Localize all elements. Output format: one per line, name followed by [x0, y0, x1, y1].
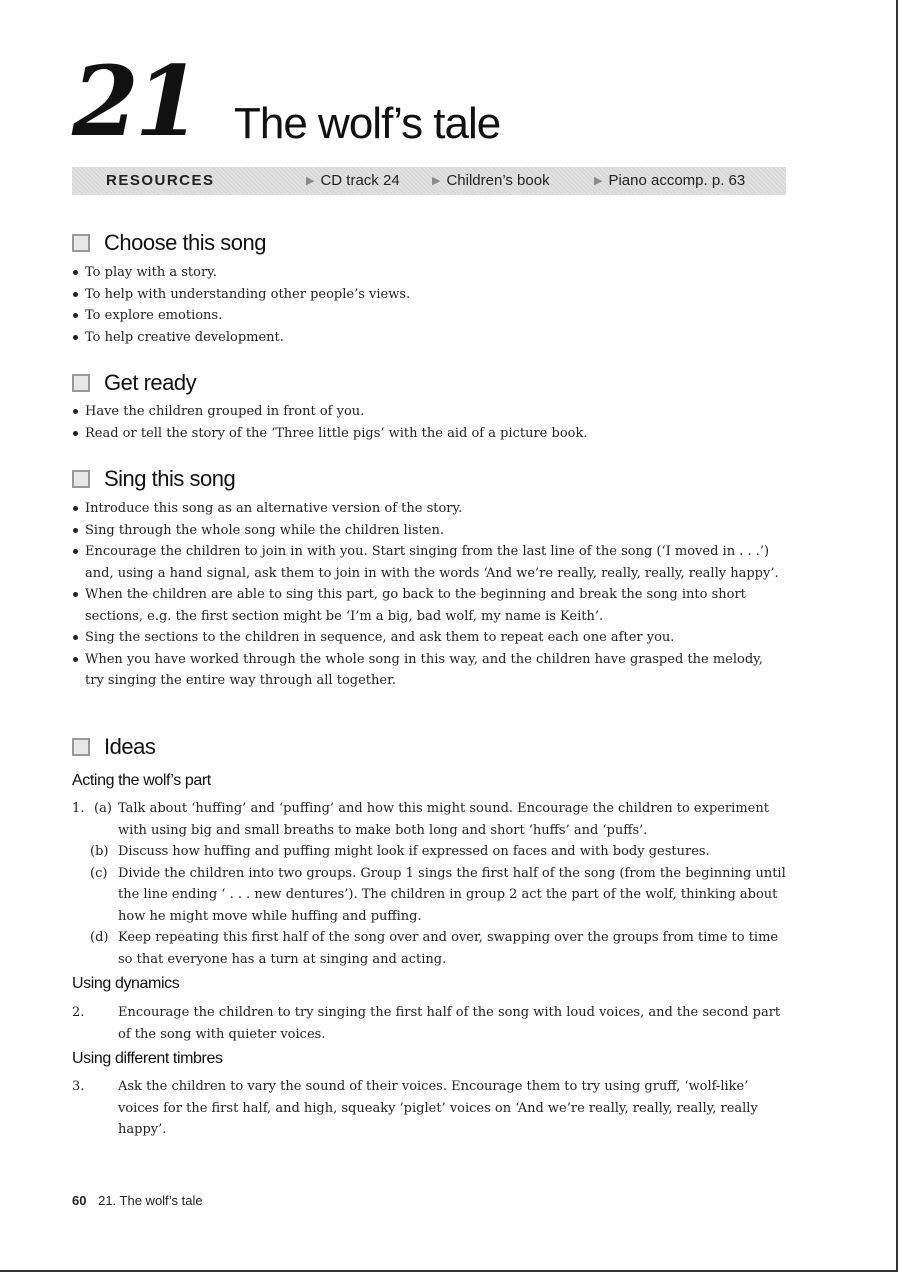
list-item: Sing the sections to the children in sequence, and ask them to repeat each one after you. — [72, 627, 784, 649]
chapter-header — [72, 45, 792, 158]
checkbox-square-icon — [72, 374, 90, 392]
page-footer — [72, 1192, 203, 1210]
list-item — [72, 1076, 788, 1141]
item-text: Ask the children to vary the sound of their voices. Encourage them to try using gruff, ‘wolf-like’ voices for the first half, and high, squeaky ‘piglet’ voices on ‘And we’re really, really, really, really happy’. — [118, 1079, 758, 1137]
triangle-right-icon: ▶ — [594, 175, 603, 187]
list-item: Read or tell the story of the ‘Three little pigs’ with the aid of a picture book. — [72, 423, 788, 445]
item-sub-label: (a) — [94, 801, 112, 816]
item-text: Talk about ‘huffing’ and ‘puffing’ and how this might sound. Encourage the children to experiment with using big and small breaths to make both long and short ‘huffs’ and ‘puffs’. — [118, 801, 769, 838]
resource-childrens-book: ▶ Children’s book — [432, 172, 550, 189]
item-sub-label: (d) — [90, 930, 109, 945]
triangle-right-icon: ▶ — [432, 175, 441, 187]
dynamics-numbered-list — [72, 1002, 788, 1045]
item-sub-label: (c) — [90, 865, 108, 881]
resource-piano-accomp: ▶ Piano accomp. p. 63 — [594, 172, 746, 189]
acting-numbered-list — [72, 798, 788, 970]
subheading-timbres: Using different timbres — [72, 1050, 223, 1067]
list-item: Introduce this song as an alternative version of the story. — [72, 498, 784, 520]
item-text: Discuss how huffing and puffing might look if expressed on faces and with body gestures. — [118, 844, 710, 859]
list-item: Have the children grouped in front of you. — [72, 401, 788, 423]
resource-cd-track: ▶ CD track 24 — [306, 172, 400, 189]
triangle-right-icon: ▶ — [306, 175, 315, 187]
checkbox-square-icon — [72, 234, 90, 252]
list-item — [72, 863, 788, 928]
list-item — [72, 841, 788, 863]
item-text: Divide the children into two groups. Group 1 sings the first half of the song (from the beginning until the line ending ‘ . . . new dentures’). The children in group 2 act the part of the wolf, thinking about how he might move while huffing and puffing. — [118, 865, 786, 924]
list-item — [72, 1002, 788, 1045]
list-item: Sing through the whole song while the children listen. — [72, 520, 784, 542]
resources-label: RESOURCES — [106, 172, 215, 189]
resources-bar — [72, 167, 786, 195]
list-item: When you have worked through the whole song in this way, and the children have grasped the melody, try singing the entire way through all together. — [72, 649, 784, 692]
list-item: To explore emotions. — [72, 305, 788, 327]
sing-bullet-list — [72, 498, 784, 692]
item-sub-label: (b) — [90, 844, 109, 859]
running-title: 21. The wolf’s tale — [98, 1193, 203, 1208]
list-item — [72, 927, 788, 970]
list-item: To help creative development. — [72, 327, 788, 349]
subheading-acting: Acting the wolf’s part — [72, 772, 211, 789]
subheading-dynamics: Using dynamics — [72, 975, 180, 992]
checkbox-square-icon — [72, 470, 90, 488]
item-number: 2. — [72, 1005, 85, 1020]
list-item: To help with understanding other people’s views. — [72, 284, 788, 306]
item-text: Keep repeating this first half of the song over and over, swapping over the groups from time to time so that everyone has a turn at singing and acting. — [118, 930, 779, 967]
item-number: 3. — [72, 1079, 85, 1094]
list-item: To play with a story. — [72, 262, 788, 284]
get-ready-bullet-list — [72, 401, 788, 444]
list-item: Encourage the children to join in with you. Start singing from the last line of the song (‘I moved in . . .’) and, using a hand signal, ask them to join in with the words ‘And we’re really, really, really, really happy’. — [72, 541, 784, 584]
list-item — [72, 798, 788, 841]
checkbox-square-icon — [72, 738, 90, 756]
item-number: 1. — [72, 801, 85, 816]
chapter-number: 21 — [72, 45, 198, 158]
list-item: When the children are able to sing this part, go back to the beginning and break the song into short sections, e.g. the first section might be ‘I’m a big, bad wolf, my name is Keith’. — [72, 584, 784, 627]
chapter-title: The wolf’s tale — [234, 99, 501, 148]
timbres-numbered-list — [72, 1076, 788, 1141]
page-number: 60 — [72, 1193, 87, 1208]
choose-bullet-list — [72, 262, 788, 348]
item-text: Encourage the children to try singing the first half of the song with loud voices, and the second part of the song with quieter voices. — [118, 1005, 781, 1042]
